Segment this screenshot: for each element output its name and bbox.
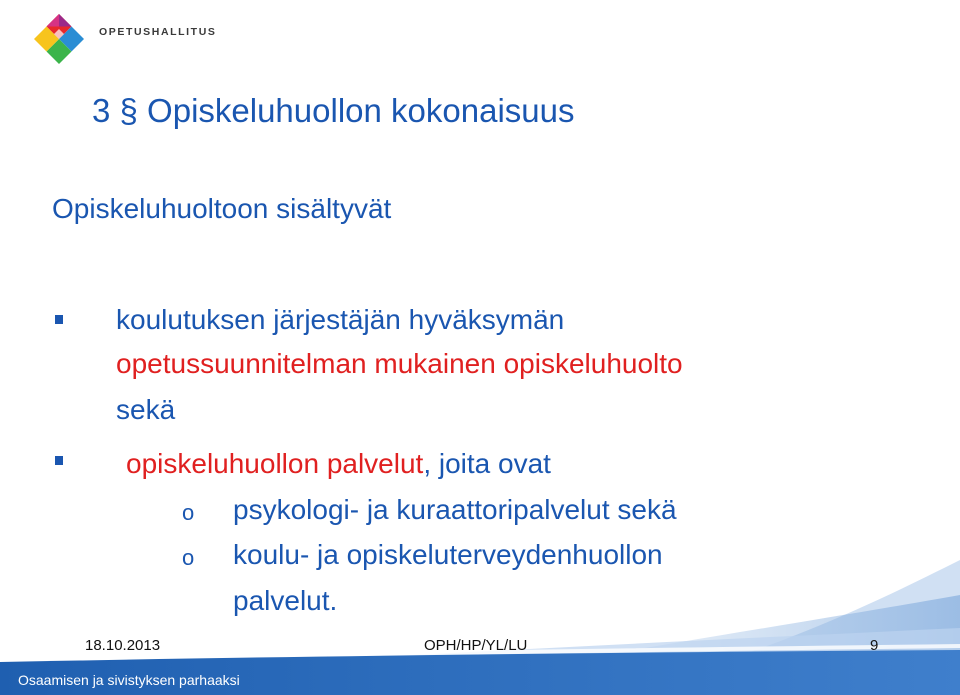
bullet-2-text bbox=[126, 450, 551, 478]
footer-date: 18.10.2013 bbox=[85, 637, 161, 654]
bullet-square-icon bbox=[55, 456, 63, 465]
sub-bullet-2-line-2: palvelut. bbox=[233, 585, 338, 616]
sub-bullet-marker-icon: o bbox=[182, 545, 195, 570]
footer-code: OPH/HP/YL/LU bbox=[424, 637, 528, 654]
sub-bullet-2-line-1: koulu- ja opiskeluterveydenhuollon bbox=[233, 539, 663, 570]
bullet-1-line-1: koulutuksen järjestäjän hyväksymän bbox=[116, 304, 565, 335]
bullet-1-line-3: sekä bbox=[116, 394, 176, 425]
bullet-2-rest: , joita ovat bbox=[423, 448, 551, 479]
sub-bullet-1-line-1: psykologi- ja kuraattoripalvelut sekä bbox=[233, 494, 677, 525]
bullet-1-line-2: opetussuunnitelman mukainen opiskeluhuolto bbox=[116, 348, 683, 379]
footer-slogan: Osaamisen ja sivistyksen parhaaksi bbox=[18, 672, 240, 688]
slide-title: 3 § Opiskeluhuollon kokonaisuus bbox=[92, 92, 575, 129]
sub-bullet-marker-icon: o bbox=[182, 500, 195, 525]
opetushallitus-logo-icon bbox=[34, 14, 84, 64]
slide-subtitle: Opiskeluhuoltoon sisältyvät bbox=[52, 193, 392, 224]
bullet-square-icon bbox=[55, 315, 63, 324]
logo-wordmark: OPETUSHALLITUS bbox=[99, 26, 217, 38]
bullet-2-highlight: opiskeluhuollon palvelut bbox=[126, 448, 424, 479]
footer-page-number: 9 bbox=[870, 637, 879, 654]
